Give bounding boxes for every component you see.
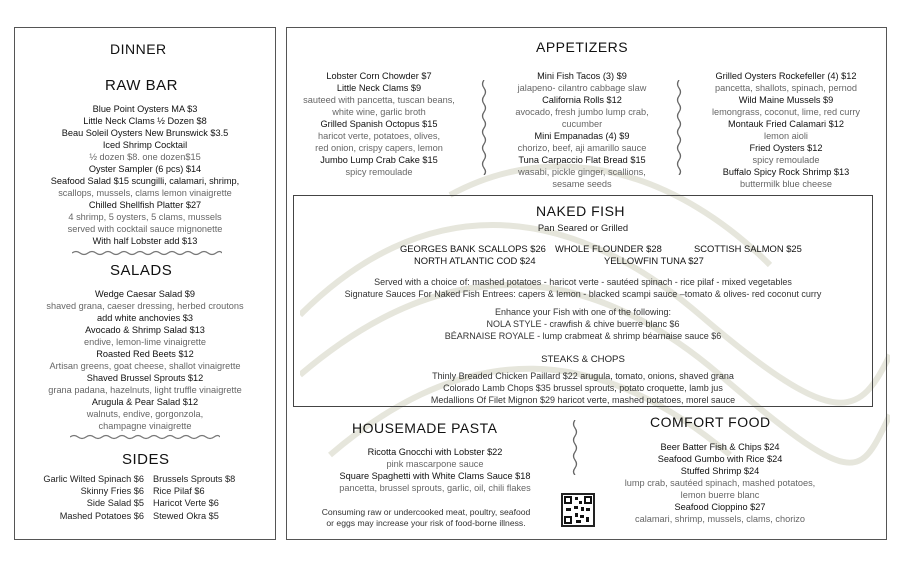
raw-bar-title: RAW BAR xyxy=(105,77,178,94)
comfort-item: Seafood Cioppino $27 xyxy=(674,502,766,512)
side-item: Skinny Fries $6 xyxy=(80,486,144,497)
side-item: Rice Pilaf $6 xyxy=(153,486,205,497)
fish-item: YELLOWFIN TUNA $27 xyxy=(604,255,704,266)
side-item: Garlic Wilted Spinach $6 xyxy=(43,474,144,484)
side-item: Side Salad $5 xyxy=(86,498,144,509)
divider-flourish-icon xyxy=(481,80,487,175)
appetizer-description: sesame seeds xyxy=(552,179,612,189)
appetizer-description: white wine, garlic broth xyxy=(332,107,426,117)
fish-item: SCOTTISH SALMON $25 xyxy=(694,243,802,254)
salad-description: Artisan greens, goat cheese, shallot vinaigrette xyxy=(49,361,241,371)
raw-bar-item: Blue Point Oysters MA $3 xyxy=(92,104,198,114)
raw-bar-item: Beau Soleil Oysters New Brunswick $3.5 xyxy=(61,128,229,138)
side-item: Stewed Okra $5 xyxy=(153,510,219,521)
salad-description: walnuts, endive, gorgonzola, xyxy=(86,409,204,419)
fish-item: WHOLE FLOUNDER $28 xyxy=(555,243,662,254)
appetizer-description: sauteed with pancetta, tuscan beans, xyxy=(303,95,455,105)
raw-bar-description: served with cocktail sauce mignonette xyxy=(67,224,223,234)
appetizer-item: Fried Oysters $12 xyxy=(749,143,823,153)
comfort-item: Beer Batter Fish & Chips $24 xyxy=(660,442,780,452)
comfort-description: lump crab, sautéed spinach, mashed potatoes, xyxy=(624,478,816,488)
appetizer-description: pancetta, shallots, spinach, pernod xyxy=(715,83,857,93)
disclaimer-line: or eggs may increase your risk of food-borne illness. xyxy=(326,518,526,528)
raw-bar-item: Seafood Salad $15 scungilli, calamari, shrimp, xyxy=(50,176,240,186)
appetizer-item: Jumbo Lump Crab Cake $15 xyxy=(320,155,438,165)
raw-bar-description: ½ dozen $8. one dozen$15 xyxy=(89,152,201,162)
steak-item: Medallions Of Filet Mignon $29 haricot verte, mashed potatoes, morel sauce xyxy=(430,395,736,405)
appetizer-item: Tuna Carpaccio Flat Bread $15 xyxy=(518,155,646,165)
raw-bar-description: 4 shrimp, 5 oysters, 5 clams, mussels xyxy=(68,212,222,222)
appetizer-item: Mini Fish Tacos (3) $9 xyxy=(537,71,627,81)
disclaimer-line: Consuming raw or undercooked meat, poultry, seafood xyxy=(321,507,531,517)
appetizer-item: Little Neck Clams $9 xyxy=(336,83,422,93)
appetizers-col-2 xyxy=(492,70,672,190)
salad-description: endive, lemon-lime vinaigrette xyxy=(83,337,207,347)
divider-flourish-icon xyxy=(676,80,682,175)
appetizers-col-3 xyxy=(686,70,886,190)
dinner-title: DINNER xyxy=(110,41,167,57)
appetizer-description: buttermilk blue cheese xyxy=(740,179,832,189)
appetizer-description: avocado, fresh jumbo lump crab, xyxy=(515,107,649,117)
appetizer-description: wasabi, pickle ginger, scallions, xyxy=(518,167,646,177)
appetizer-description: jalapeno- cilantro cabbage slaw xyxy=(517,83,647,93)
raw-bar-item: Oyster Sampler (6 pcs) $14 xyxy=(88,164,202,174)
salads-title: SALADS xyxy=(110,262,173,279)
steak-item: Colorado Lamb Chops $35 brussel sprouts, potato croquette, lamb jus xyxy=(443,383,723,393)
appetizer-description: chorizo, beef, aji amarillo sauce xyxy=(517,143,647,153)
appetizer-item: Montauk Fried Calamari $12 xyxy=(728,119,844,129)
appetizer-description: lemon aioli xyxy=(764,131,808,141)
comfort-description: lemon buerre blanc xyxy=(680,490,760,500)
signature-sauces-line: Signature Sauces For Naked Fish Entrees: capers & lemon - blacked scampi sauce –tomato & olives- red coconut curry xyxy=(344,289,822,299)
qr-code-icon[interactable] xyxy=(561,493,595,527)
bearnaise-line: BÉARNAISE ROYALE - lump crabmeat & shrimp béarnaise sauce $6 xyxy=(444,331,722,341)
salad-item: Shaved Brussel Sprouts $12 xyxy=(86,373,204,383)
steaks-title: STEAKS & CHOPS xyxy=(541,354,625,365)
pasta-description: pancetta, brussel sprouts, garlic, oil, chili flakes xyxy=(339,483,531,493)
comfort-food-title: COMFORT FOOD xyxy=(650,414,771,430)
salad-description: grana padana, hazelnuts, light truffle vinaigrette xyxy=(48,385,242,395)
pasta-list xyxy=(290,446,580,494)
appetizer-description: spicy remoulade xyxy=(752,155,820,165)
served-with-line: Served with a choice of: mashed potatoes - haricot verte - sautéed spinach - rice pilaf - mixed vegetables xyxy=(374,277,792,287)
side-item: Brussels Sprouts $8 xyxy=(153,474,236,484)
sides-col-2 xyxy=(153,473,263,522)
raw-bar-item: With half Lobster add $13 xyxy=(92,236,198,246)
raw-bar-list xyxy=(14,103,276,247)
comfort-item: Stuffed Shrimp $24 xyxy=(680,466,760,476)
salads-list xyxy=(14,288,276,432)
raw-bar-item: Little Neck Clams ½ Dozen $8 xyxy=(83,116,207,126)
pasta-item: Square Spaghetti with White Clams Sauce $18 xyxy=(339,471,531,481)
steak-item: Thinly Breaded Chicken Paillard $22 arugula, tomato, onions, shaved grana xyxy=(432,371,734,381)
divider-flourish-icon xyxy=(572,420,578,475)
raw-bar-item: Iced Shrimp Cocktail xyxy=(102,140,188,150)
comfort-item: Seafood Gumbo with Rice $24 xyxy=(657,454,783,464)
sides-col-1 xyxy=(38,473,144,522)
pasta-description: pink mascarpone sauce xyxy=(386,459,484,469)
salad-description: champagne vinaigrette xyxy=(98,421,192,431)
appetizer-description: red onion, crispy capers, lemon xyxy=(315,143,443,153)
enhance-line: Enhance your Fish with one of the following: xyxy=(494,307,672,317)
appetizer-item: Grilled Oysters Rockefeller (4) $12 xyxy=(715,71,857,81)
appetizer-description: spicy remoulade xyxy=(345,167,413,177)
naked-fish-title: NAKED FISH xyxy=(536,203,626,219)
nola-style-line: NOLA STYLE - crawfish & chive buerre blanc $6 xyxy=(486,319,680,329)
appetizer-item: Lobster Corn Chowder $7 xyxy=(326,71,432,81)
divider-flourish-icon xyxy=(70,434,220,440)
appetizers-title: APPETIZERS xyxy=(536,39,629,55)
comfort-food-list xyxy=(600,441,840,525)
appetizer-item: Mini Empanadas (4) $9 xyxy=(534,131,630,141)
salad-item: Avocado & Shrimp Salad $13 xyxy=(85,325,205,335)
salad-description: shaved grana, caeser dressing, herbed croutons xyxy=(46,301,244,311)
raw-bar-item: Chilled Shellfish Platter $27 xyxy=(88,200,202,210)
salad-item: add white anchovies $3 xyxy=(96,313,194,323)
food-safety-disclaimer xyxy=(296,507,556,529)
appetizer-description: lemongrass, coconut, lime, red curry xyxy=(711,107,861,117)
divider-flourish-icon xyxy=(72,250,222,256)
appetizer-description: haricot verte, potatoes, olives, xyxy=(317,131,441,141)
comfort-description: calamari, shrimp, mussels, clams, chorizo xyxy=(634,514,805,524)
fish-item: NORTH ATLANTIC COD $24 xyxy=(414,255,536,266)
salad-item: Roasted Red Beets $12 xyxy=(96,349,194,359)
sides-title: SIDES xyxy=(122,451,170,468)
fish-item: GEORGES BANK SCALLOPS $26 xyxy=(400,243,546,254)
side-item: Haricot Verte $6 xyxy=(153,498,219,509)
pasta-title: HOUSEMADE PASTA xyxy=(352,420,498,436)
appetizer-item: Buffalo Spicy Rock Shrimp $13 xyxy=(722,167,850,177)
pasta-item: Ricotta Gnocchi with Lobster $22 xyxy=(367,447,503,457)
side-item: Mashed Potatoes $6 xyxy=(59,510,144,521)
raw-bar-description: scallops, mussels, clams lemon vinaigrette xyxy=(58,188,232,198)
appetizers-col-1 xyxy=(290,70,468,178)
appetizer-item: Grilled Spanish Octopus $15 xyxy=(320,119,438,129)
salad-item: Arugula & Pear Salad $12 xyxy=(91,397,199,407)
appetizer-description: cucumber xyxy=(561,119,603,129)
salad-item: Wedge Caesar Salad $9 xyxy=(95,289,195,299)
appetizer-item: California Rolls $12 xyxy=(542,95,622,105)
naked-fish-subtitle: Pan Seared or Grilled xyxy=(537,222,629,233)
appetizer-item: Wild Maine Mussels $9 xyxy=(738,95,834,105)
